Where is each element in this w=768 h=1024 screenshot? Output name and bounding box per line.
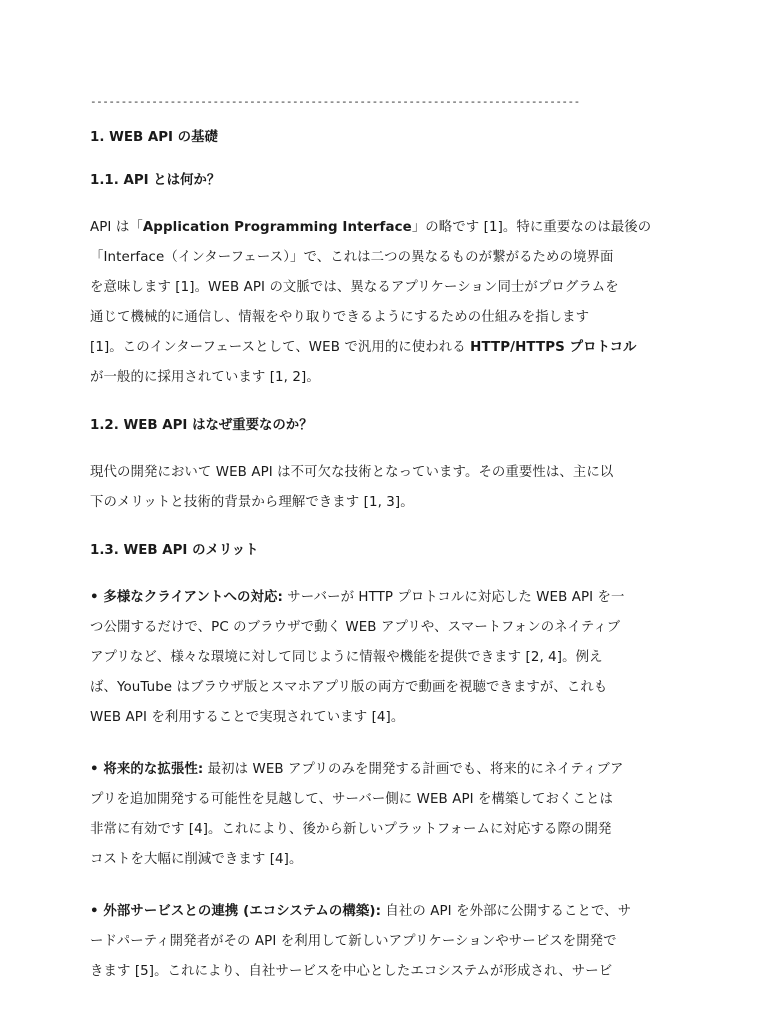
bullet-line: アプリなど、様々な環境に対して同じように情報や機能を提供できます [2, 4]。例え (90, 650, 603, 665)
paragraph-line: [1]。このインターフェースとして、WEB で汎用的に使われる HTTP/HTTPS プロトコル (90, 340, 637, 355)
divider-line: -------------------------------------------------------------------------------- (90, 95, 580, 108)
paragraph-line: が一般的に採用されています [1, 2]。 (90, 370, 320, 385)
bullet-line: きます [5]。これにより、自社サービスを中心としたエコシステムが形成され、サービ (90, 964, 613, 979)
bullet-line: • 将来的な拡張性: 最初は WEB アプリのみを開発する計画でも、将来的にネイティブア (90, 762, 624, 777)
bullet-line: 非常に有効です [4]。これにより、後から新しいプラットフォームに対応する際の開発 (90, 822, 612, 837)
document-body (90, 92, 678, 987)
paragraph-line: 下のメリットと技術的背景から理解できます [1, 3]。 (90, 495, 414, 510)
bullet-line: プリを追加開発する可能性を見越して、サーバー側に WEB API を構築しておくことは (90, 792, 613, 807)
paragraph-line: 現代の開発において WEB API は不可欠な技術となっています。その重要性は、主に以 (90, 465, 614, 480)
section-1-3-heading: 1.3. WEB API のメリット (90, 543, 259, 558)
bullet-item-ecosystem (90, 897, 678, 987)
bullet-line: つ公開するだけで、PC のブラウザで動く WEB アプリや、スマートフォンのネイティブ (90, 620, 621, 635)
bullet-item-extensibility (90, 755, 678, 875)
bullet-line: • 多様なクライアントへの対応: サーバーが HTTP プロトコルに対応した WEB API を一 (90, 590, 625, 605)
bullet-line: コストを大幅に削減できます [4]。 (90, 852, 303, 867)
paragraph-line: を意味します [1]。WEB API の文脈では、異なるアプリケーション同士がプログラムを (90, 280, 619, 295)
paragraph-line: 「Interface（インターフェース）」で、これは二つの異なるものが繋がるための境界面 (90, 250, 614, 265)
paragraph-line: API は「Application Programming Interface」の略です [1]。特に重要なのは最後の (90, 220, 652, 235)
bullet-item-multi-client (90, 583, 678, 733)
section-1-2-heading: 1.2. WEB API はなぜ重要なのか？ (90, 418, 313, 433)
paragraph-line: 通じて機械的に通信し、情報をやり取りできるようにするための仕組みを指します (90, 310, 590, 325)
section-1-heading: 1. WEB API の基礎 (90, 130, 218, 145)
bullet-line: • 外部サービスとの連携 (エコシステムの構築): 自社の API を外部に公開することで、サ (90, 904, 632, 919)
bullet-line: ードパーティ開発者がその API を利用して新しいアプリケーションやサービスを開発で (90, 934, 617, 949)
section-1-1-paragraph (90, 213, 678, 393)
bullet-line: ば、YouTube はブラウザ版とスマホアプリ版の両方で動画を視聴できますが、これも (90, 680, 608, 695)
section-1-1-heading: 1.1. API とは何か？ (90, 173, 221, 188)
section-1-2-paragraph (90, 458, 678, 518)
bullet-line: WEB API を利用することで実現されています [4]。 (90, 710, 405, 725)
